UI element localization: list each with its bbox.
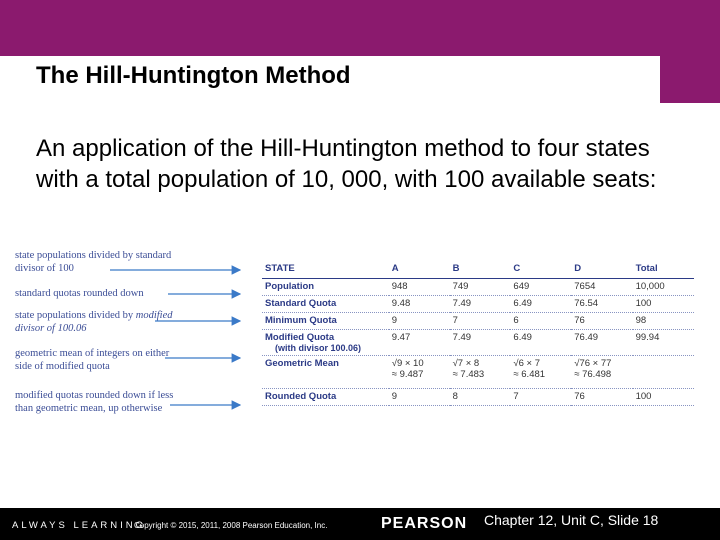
- cell: 8: [450, 389, 511, 406]
- note-geometric-mean: geometric mean of integers on either side of modified quota: [15, 348, 170, 372]
- row-standard-quota: [262, 296, 694, 313]
- cell: 948: [389, 279, 450, 296]
- footer-bar: [0, 508, 720, 540]
- cell: 100: [633, 389, 694, 406]
- gm-formula: √6 × 7: [513, 358, 541, 369]
- row-sublabel: (with divisor 100.06): [275, 343, 362, 353]
- row-label: [262, 330, 389, 356]
- gm-value: ≈ 76.498: [574, 369, 612, 380]
- gm-formula: √7 × 8: [452, 358, 480, 369]
- cell: 649: [510, 279, 571, 296]
- note-rounded-down: standard quotas rounded down: [15, 288, 144, 299]
- cell: 99.94: [633, 330, 694, 356]
- header-b: B: [450, 258, 511, 279]
- header-d: D: [571, 258, 632, 279]
- cell: [571, 356, 632, 389]
- gm-formula: √76 × 77: [574, 358, 612, 369]
- header-state: STATE: [262, 258, 389, 279]
- gm-value: ≈ 9.487: [391, 369, 424, 380]
- row-population: [262, 279, 694, 296]
- gm-value: ≈ 6.481: [513, 369, 546, 380]
- cell: [450, 356, 511, 389]
- row-label-text: Modified Quota: [265, 332, 335, 343]
- slide-number: Chapter 12, Unit C, Slide 18: [484, 512, 659, 528]
- cell: 7: [510, 389, 571, 406]
- cell: 7.49: [450, 296, 511, 313]
- note-modified-divisor-value: modified divisor of 100.06: [15, 310, 173, 334]
- row-label: Standard Quota: [262, 296, 389, 313]
- gm-formula: √9 × 10: [391, 358, 424, 369]
- cell: 76.49: [571, 330, 632, 356]
- row-minimum-quota: [262, 313, 694, 330]
- cell: 76: [571, 389, 632, 406]
- cell: 76: [571, 313, 632, 330]
- row-modified-quota: [262, 330, 694, 356]
- cell: [510, 356, 571, 389]
- header-c: C: [510, 258, 571, 279]
- row-geometric-mean: [262, 356, 694, 389]
- note-modified-divisor-text: state populations divided by: [15, 310, 136, 321]
- slide-body-text: An application of the Hill-Huntington method to four states with a total population of 10, 000, with 100 available seats:: [36, 135, 657, 193]
- row-label: Geometric Mean: [262, 356, 389, 389]
- row-label: Minimum Quota: [262, 313, 389, 330]
- header-total: Total: [633, 258, 694, 279]
- cell: 7654: [571, 279, 632, 296]
- cell: 98: [633, 313, 694, 330]
- apportionment-table: [262, 258, 694, 406]
- cell: 7: [450, 313, 511, 330]
- row-label: Population: [262, 279, 389, 296]
- gm-value: ≈ 7.483: [452, 369, 485, 380]
- cell: 6.49: [510, 330, 571, 356]
- cell-empty: [633, 356, 694, 389]
- table-header-row: [262, 258, 694, 279]
- cell: 749: [450, 279, 511, 296]
- publisher-logo: PEARSON: [381, 515, 468, 532]
- cell: 100: [633, 296, 694, 313]
- note-standard-divisor: state populations divided by standard divisor of 100: [15, 250, 172, 274]
- cell: 9.48: [389, 296, 450, 313]
- cell: 76.54: [571, 296, 632, 313]
- row-label: Rounded Quota: [262, 389, 389, 406]
- cell: 9: [389, 313, 450, 330]
- copyright-text: Copyright © 2015, 2011, 2008 Pearson Education, Inc.: [134, 521, 328, 530]
- brand-tagline: ALWAYS LEARNING: [12, 520, 147, 531]
- cell: 7.49: [450, 330, 511, 356]
- cell: 9.47: [389, 330, 450, 356]
- row-rounded-quota: [262, 389, 694, 406]
- cell: 10,000: [633, 279, 694, 296]
- slide-title: The Hill-Huntington Method: [36, 62, 351, 89]
- cell: 6: [510, 313, 571, 330]
- cell: 9: [389, 389, 450, 406]
- note-rounded-quota: modified quotas rounded down if less than geometric mean, up otherwise: [15, 390, 174, 414]
- cell: 6.49: [510, 296, 571, 313]
- cell: [389, 356, 450, 389]
- header-a: A: [389, 258, 450, 279]
